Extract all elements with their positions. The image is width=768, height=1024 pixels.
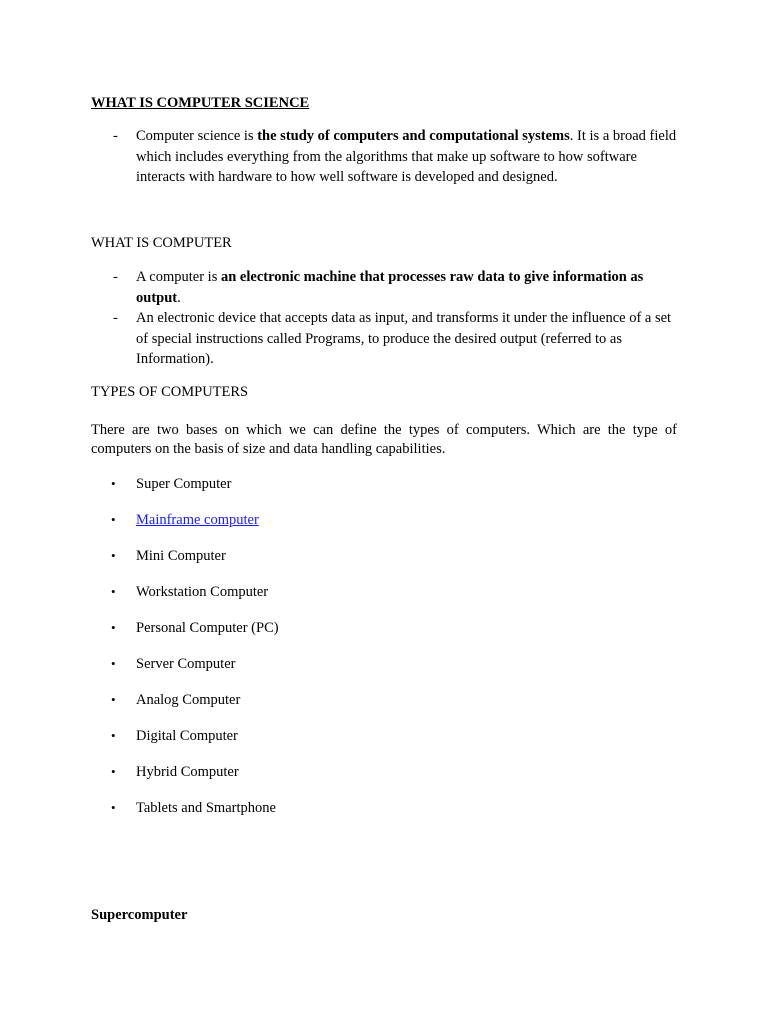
computer-definition-1-pre: A computer is — [136, 269, 221, 285]
mainframe-computer-link[interactable]: Mainframe computer — [136, 512, 259, 528]
computer-type-item — [91, 654, 681, 690]
computer-type-item — [91, 618, 681, 654]
heading-what-is-computer-science: WHAT IS COMPUTER SCIENCE — [91, 95, 310, 111]
computer-definition-item-1 — [91, 267, 681, 308]
heading-what-is-computer: WHAT IS COMPUTER — [91, 235, 232, 251]
computer-type-item — [91, 474, 681, 510]
computer-type-item — [91, 582, 681, 618]
computer-definition-1-post: . — [177, 289, 181, 306]
bullet-marker: • — [111, 476, 116, 491]
computer-definition-1-bold: an electronic machine that processes raw data to give information as output — [136, 269, 644, 306]
heading-supercomputer: Supercomputer — [91, 907, 188, 923]
bullet-marker: • — [111, 548, 116, 563]
cs-definition-list — [91, 126, 681, 188]
bullet-marker: • — [111, 620, 116, 635]
computer-type-label: Personal Computer (PC) — [136, 620, 279, 636]
bullet-marker: • — [111, 584, 116, 599]
computer-type-label: Super Computer — [136, 476, 232, 492]
computer-type-item — [91, 798, 681, 834]
computer-definition-2-text: An electronic device that accepts data as input, and transforms it under the influence of a set of special instructions called Programs, to produce the desired output (referred to as Information). — [136, 310, 672, 367]
computer-type-label: Server Computer — [136, 656, 236, 672]
computer-type-label: Hybrid Computer — [136, 764, 239, 780]
computer-type-item — [91, 726, 681, 762]
computer-type-label: Digital Computer — [136, 728, 238, 744]
bullet-marker: • — [111, 764, 116, 779]
computer-type-label: Mini Computer — [136, 548, 226, 564]
computer-type-item — [91, 510, 681, 546]
cs-definition-text-post: . It is a broad field which includes everything from the algorithms that make up software to how software interacts with hardware to how well software is developed and designed. — [136, 128, 677, 185]
computer-type-label: Workstation Computer — [136, 584, 269, 600]
types-intro-paragraph: There are two bases on which we can define the types of computers. Which are the type of computers on the basis of size and data handling capabilities. — [91, 422, 677, 457]
bullet-marker: • — [111, 692, 116, 707]
computer-type-item — [91, 762, 681, 798]
cs-definition-text-pre: Computer science is — [136, 128, 258, 144]
heading-types-of-computers: TYPES OF COMPUTERS — [91, 384, 249, 400]
computer-definition-item-2 — [91, 308, 681, 370]
dash-marker: - — [113, 310, 118, 326]
dash-marker: - — [113, 269, 118, 285]
cs-definition-text-bold: the study of computers and computational systems — [257, 128, 570, 144]
bullet-marker: • — [111, 728, 116, 743]
computer-type-label: Tablets and Smartphone — [136, 800, 276, 816]
dash-marker: - — [113, 128, 118, 144]
bullet-marker: • — [111, 800, 116, 815]
computer-definition-list — [91, 267, 681, 370]
cs-definition-item — [91, 126, 681, 188]
computer-type-item — [91, 546, 681, 582]
computer-type-item — [91, 690, 681, 726]
bullet-marker: • — [111, 656, 116, 671]
computer-types-list — [91, 474, 681, 834]
bullet-marker: • — [111, 512, 116, 527]
computer-type-label: Analog Computer — [136, 692, 241, 708]
